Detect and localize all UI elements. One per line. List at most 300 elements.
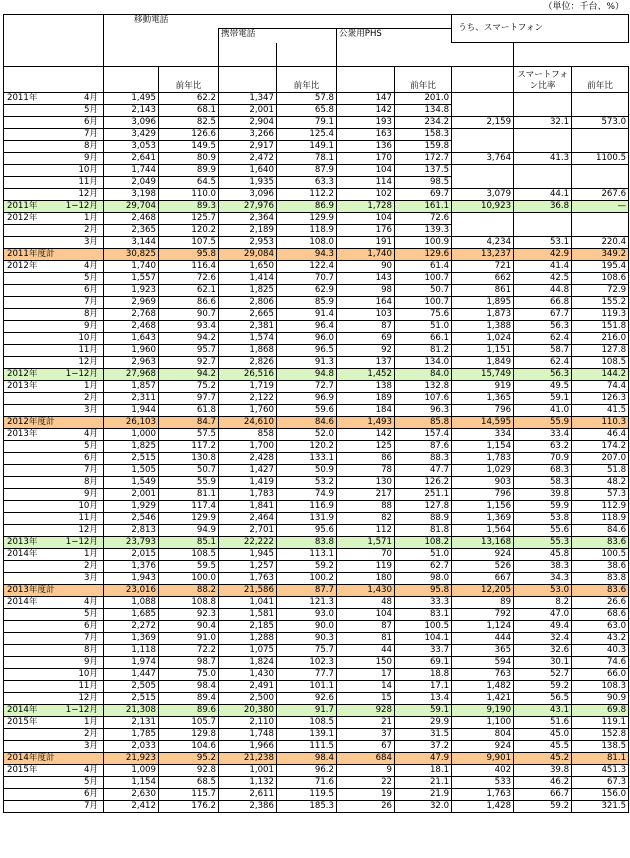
row-year: [4, 693, 56, 705]
cell-cell-units: 1,574: [219, 333, 277, 345]
cell-smart-units: 13,237: [452, 249, 514, 261]
cell-mobile-yoy: 81.1: [159, 489, 219, 501]
cell-mobile-units: 27,968: [104, 369, 159, 381]
cell-mobile-units: 2,641: [104, 153, 159, 165]
cell-smart-ratio: 59.2: [514, 801, 572, 813]
cell-smart-ratio: 53.1: [514, 237, 572, 249]
row-month: 11月: [56, 345, 104, 357]
cell-smart-yoy: [572, 213, 629, 225]
cell-phs-yoy: 21.1: [395, 777, 452, 789]
cell-smart-ratio: 36.8: [514, 201, 572, 213]
cell-mobile-yoy: 92.7: [159, 357, 219, 369]
row-year: [4, 321, 56, 333]
cell-cell-units: 2,122: [219, 393, 277, 405]
cell-smart-ratio: [514, 93, 572, 105]
cell-mobile-yoy: 100.0: [159, 573, 219, 585]
cell-mobile-yoy: 89.4: [159, 693, 219, 705]
cell-phs-yoy: 81.8: [395, 525, 452, 537]
cell-cell-yoy: 108.0: [277, 237, 337, 249]
cell-phs-units: 170: [337, 153, 395, 165]
cell-smart-yoy: 451.3: [572, 765, 629, 777]
row-year: [4, 681, 56, 693]
cell-cell-units: 858: [219, 429, 277, 441]
cell-smart-units: 763: [452, 669, 514, 681]
cell-phs-units: 9: [337, 765, 395, 777]
cell-phs-yoy: 87.6: [395, 441, 452, 453]
cell-smart-yoy: 43.2: [572, 633, 629, 645]
cell-smart-yoy: 119.3: [572, 309, 629, 321]
cell-mobile-units: 2,015: [104, 549, 159, 561]
cell-smart-units: 667: [452, 573, 514, 585]
row-month: 9月: [56, 321, 104, 333]
cell-cell-units: 2,189: [219, 225, 277, 237]
cell-smart-units: 1,124: [452, 621, 514, 633]
cell-cell-units: 2,386: [219, 801, 277, 813]
cell-mobile-units: 2,546: [104, 513, 159, 525]
cell-smart-ratio: 41.3: [514, 153, 572, 165]
table-row: [4, 117, 629, 129]
cell-mobile-yoy: 116.4: [159, 261, 219, 273]
cell-mobile-yoy: 62.2: [159, 93, 219, 105]
cell-mobile-units: 2,468: [104, 213, 159, 225]
cell-cell-units: 1,414: [219, 273, 277, 285]
cell-smart-ratio: 34.3: [514, 573, 572, 585]
cell-smart-yoy: 112.9: [572, 501, 629, 513]
cell-cell-yoy: 98.4: [277, 753, 337, 765]
cell-smart-yoy: 83.8: [572, 573, 629, 585]
cell-smart-ratio: 47.0: [514, 609, 572, 621]
row-year: [4, 453, 56, 465]
cell-cell-units: 2,381: [219, 321, 277, 333]
cell-mobile-yoy: 107.5: [159, 237, 219, 249]
cell-mobile-units: 2,001: [104, 489, 159, 501]
table-row: [4, 153, 629, 165]
row-month: 5月: [56, 609, 104, 621]
annual-total-row: [4, 369, 629, 381]
row-label: 2014年度計: [4, 753, 104, 765]
table-row: [4, 129, 629, 141]
cell-phs-units: 26: [337, 801, 395, 813]
cell-phs-yoy: 50.7: [395, 285, 452, 297]
cell-mobile-units: 3,053: [104, 141, 159, 153]
cell-cell-yoy: 90.3: [277, 633, 337, 645]
header-phs-spacer: [277, 43, 337, 67]
cell-cell-units: 1,001: [219, 765, 277, 777]
cell-phs-yoy: 104.1: [395, 633, 452, 645]
table-row: [4, 477, 629, 489]
cell-mobile-units: 2,033: [104, 741, 159, 753]
cell-smart-yoy: 66.0: [572, 669, 629, 681]
cell-phs-yoy: 59.1: [395, 705, 452, 717]
cell-mobile-yoy: 104.6: [159, 741, 219, 753]
row-year: [4, 225, 56, 237]
cell-cell-units: 2,611: [219, 789, 277, 801]
table-row: [4, 513, 629, 525]
cell-smart-units: 1,428: [452, 801, 514, 813]
cell-cell-units: 21,238: [219, 753, 277, 765]
cell-phs-yoy: 234.2: [395, 117, 452, 129]
cell-smart-ratio: 45.8: [514, 549, 572, 561]
cell-smart-yoy: 46.4: [572, 429, 629, 441]
cell-mobile-units: 1,369: [104, 633, 159, 645]
header-phs-units: [337, 67, 395, 93]
cell-mobile-units: 1,960: [104, 345, 159, 357]
cell-cell-units: 1,825: [219, 285, 277, 297]
row-year: [4, 561, 56, 573]
row-month: 1月: [56, 381, 104, 393]
cell-smart-units: 3,079: [452, 189, 514, 201]
cell-smart-ratio: [514, 213, 572, 225]
cell-phs-yoy: 159.8: [395, 141, 452, 153]
cell-mobile-units: 1,000: [104, 429, 159, 441]
cell-mobile-units: 1,740: [104, 261, 159, 273]
cell-smart-ratio: 32.4: [514, 633, 572, 645]
row-year: [4, 129, 56, 141]
cell-phs-units: 67: [337, 741, 395, 753]
cell-smart-yoy: 152.8: [572, 729, 629, 741]
cell-smart-units: 924: [452, 549, 514, 561]
cell-phs-units: 189: [337, 393, 395, 405]
cell-mobile-yoy: 98.7: [159, 657, 219, 669]
cell-cell-yoy: 59.6: [277, 405, 337, 417]
row-year: 2012年: [4, 213, 56, 225]
cell-mobile-units: 30,825: [104, 249, 159, 261]
row-year: [4, 297, 56, 309]
cell-smart-units: 1,369: [452, 513, 514, 525]
cell-smart-yoy: [572, 93, 629, 105]
cell-mobile-units: 1,447: [104, 669, 159, 681]
cell-phs-units: 86: [337, 453, 395, 465]
table-row: [4, 777, 629, 789]
cell-smart-units: 10,923: [452, 201, 514, 213]
cell-cell-units: 1,719: [219, 381, 277, 393]
row-month: 2月: [56, 393, 104, 405]
cell-cell-units: 1,841: [219, 501, 277, 513]
cell-phs-yoy: 69.1: [395, 657, 452, 669]
cell-phs-yoy: 95.8: [395, 585, 452, 597]
cell-smart-yoy: 69.8: [572, 705, 629, 717]
cell-mobile-units: 3,429: [104, 129, 159, 141]
cell-phs-units: 137: [337, 357, 395, 369]
cell-phs-units: 136: [337, 141, 395, 153]
cell-phs-yoy: 129.6: [395, 249, 452, 261]
table-row: [4, 93, 629, 105]
cell-phs-yoy: 83.1: [395, 609, 452, 621]
header-mobile-units: [104, 67, 159, 93]
row-month: 5月: [56, 441, 104, 453]
cell-smart-units: 1,763: [452, 789, 514, 801]
row-year: [4, 333, 56, 345]
row-year: [4, 237, 56, 249]
cell-mobile-yoy: 129.8: [159, 729, 219, 741]
cell-smart-yoy: 1100.5: [572, 153, 629, 165]
cell-phs-units: 104: [337, 609, 395, 621]
table-row: [4, 801, 629, 813]
cell-phs-yoy: 126.2: [395, 477, 452, 489]
cell-phs-units: 48: [337, 597, 395, 609]
cell-cell-units: 1,783: [219, 489, 277, 501]
cell-cell-yoy: 92.6: [277, 693, 337, 705]
cell-smart-ratio: 55.9: [514, 417, 572, 429]
cell-cell-yoy: 113.1: [277, 549, 337, 561]
header-smartphone: うち、スマートフォン: [452, 15, 629, 43]
unit-label: （単位：千台、%）: [543, 2, 624, 12]
row-month: 12月: [56, 357, 104, 369]
cell-mobile-units: 2,768: [104, 309, 159, 321]
cell-smart-units: 1,783: [452, 453, 514, 465]
row-month: 2月: [56, 729, 104, 741]
cell-mobile-units: 2,515: [104, 453, 159, 465]
cell-mobile-yoy: 55.9: [159, 477, 219, 489]
cell-phs-units: 92: [337, 345, 395, 357]
row-month: 1月: [56, 717, 104, 729]
cell-phs-yoy: 17.1: [395, 681, 452, 693]
cell-smart-units: 3,764: [452, 153, 514, 165]
cell-mobile-units: 23,793: [104, 537, 159, 549]
cell-smart-units: 4,234: [452, 237, 514, 249]
cell-smart-units: 1,895: [452, 297, 514, 309]
cell-mobile-yoy: 92.8: [159, 765, 219, 777]
cell-smart-ratio: 45.5: [514, 741, 572, 753]
cell-smart-ratio: 38.3: [514, 561, 572, 573]
row-label: 2012年度計: [4, 417, 104, 429]
cell-smart-units: 1,156: [452, 501, 514, 513]
cell-phs-yoy: 134.0: [395, 357, 452, 369]
cell-mobile-yoy: 50.7: [159, 465, 219, 477]
cell-smart-units: 1,849: [452, 357, 514, 369]
cell-mobile-yoy: 59.5: [159, 561, 219, 573]
row-month: 4月: [56, 597, 104, 609]
row-month: 5月: [56, 105, 104, 117]
cell-cell-units: 1,700: [219, 441, 277, 453]
cell-cell-yoy: 185.3: [277, 801, 337, 813]
cell-smart-ratio: 33.4: [514, 429, 572, 441]
cell-cell-yoy: 100.2: [277, 573, 337, 585]
cell-cell-yoy: 122.4: [277, 261, 337, 273]
cell-smart-units: 1,100: [452, 717, 514, 729]
cell-mobile-yoy: 108.8: [159, 597, 219, 609]
cell-smart-ratio: 43.1: [514, 705, 572, 717]
row-month: 1月: [56, 549, 104, 561]
cell-mobile-yoy: 117.4: [159, 501, 219, 513]
cell-phs-units: 176: [337, 225, 395, 237]
cell-mobile-yoy: 90.7: [159, 309, 219, 321]
cell-mobile-yoy: 94.2: [159, 369, 219, 381]
row-month: 1−12月: [56, 705, 104, 717]
cell-cell-units: 2,917: [219, 141, 277, 153]
cell-cell-units: 1,427: [219, 465, 277, 477]
cell-mobile-yoy: 126.6: [159, 129, 219, 141]
row-month: 1−12月: [56, 537, 104, 549]
cell-smart-ratio: 49.5: [514, 381, 572, 393]
cell-phs-units: 1,728: [337, 201, 395, 213]
cell-smart-ratio: 41.0: [514, 405, 572, 417]
cell-phs-units: 143: [337, 273, 395, 285]
cell-mobile-units: 3,144: [104, 237, 159, 249]
cell-phs-yoy: 37.2: [395, 741, 452, 753]
cell-mobile-units: 2,365: [104, 225, 159, 237]
cell-cell-units: 1,257: [219, 561, 277, 573]
cell-smart-ratio: 68.3: [514, 465, 572, 477]
row-month: 8月: [56, 645, 104, 657]
cell-phs-units: 102: [337, 189, 395, 201]
cell-smart-units: 1,029: [452, 465, 514, 477]
table-row: [4, 633, 629, 645]
row-year: 2015年: [4, 765, 56, 777]
cell-phs-yoy: 108.2: [395, 537, 452, 549]
row-year: 2014年: [4, 597, 56, 609]
cell-phs-units: 22: [337, 777, 395, 789]
cell-phs-units: 98: [337, 285, 395, 297]
cell-smart-ratio: [514, 165, 572, 177]
row-month: 1−12月: [56, 369, 104, 381]
cell-smart-yoy: 349.2: [572, 249, 629, 261]
cell-phs-yoy: 158.3: [395, 129, 452, 141]
cell-phs-yoy: 132.8: [395, 381, 452, 393]
cell-phs-yoy: 85.8: [395, 417, 452, 429]
row-month: 11月: [56, 681, 104, 693]
cell-phs-yoy: 69.7: [395, 189, 452, 201]
cell-smart-units: 721: [452, 261, 514, 273]
cell-smart-ratio: 42.5: [514, 273, 572, 285]
cell-smart-units: 924: [452, 741, 514, 753]
cell-cell-yoy: 50.9: [277, 465, 337, 477]
cell-cell-yoy: 111.5: [277, 741, 337, 753]
cell-phs-units: 163: [337, 129, 395, 141]
cell-cell-units: 21,586: [219, 585, 277, 597]
cell-cell-yoy: 78.1: [277, 153, 337, 165]
cell-mobile-units: 1,154: [104, 777, 159, 789]
row-year: [4, 117, 56, 129]
cell-mobile-units: 1,857: [104, 381, 159, 393]
cell-cell-units: 2,428: [219, 453, 277, 465]
cell-mobile-yoy: 68.5: [159, 777, 219, 789]
row-month: 12月: [56, 525, 104, 537]
fiscal-total-row: [4, 249, 629, 261]
cell-smart-units: [452, 165, 514, 177]
cell-smart-units: 14,595: [452, 417, 514, 429]
cell-phs-yoy: 157.4: [395, 429, 452, 441]
cell-smart-units: 9,901: [452, 753, 514, 765]
row-month: 4月: [56, 429, 104, 441]
cell-cell-units: 2,364: [219, 213, 277, 225]
cell-mobile-yoy: 68.1: [159, 105, 219, 117]
shipments-table: [3, 14, 629, 813]
cell-phs-units: 90: [337, 261, 395, 273]
cell-cell-units: 2,472: [219, 153, 277, 165]
header-mobile-yoy: 前年比: [159, 67, 219, 93]
cell-phs-yoy: 31.5: [395, 729, 452, 741]
cell-smart-yoy: 108.6: [572, 273, 629, 285]
cell-phs-yoy: 33.3: [395, 597, 452, 609]
cell-smart-units: 804: [452, 729, 514, 741]
cell-smart-ratio: 56.3: [514, 369, 572, 381]
cell-smart-yoy: 74.6: [572, 657, 629, 669]
table-row: [4, 213, 629, 225]
cell-cell-yoy: 53.2: [277, 477, 337, 489]
cell-smart-yoy: 57.3: [572, 489, 629, 501]
cell-smart-units: 861: [452, 285, 514, 297]
cell-phs-units: 217: [337, 489, 395, 501]
table-row: [4, 441, 629, 453]
row-month: 5月: [56, 273, 104, 285]
cell-mobile-yoy: 82.5: [159, 117, 219, 129]
header-mobile: 移動電話: [104, 15, 452, 29]
cell-phs-yoy: 47.7: [395, 465, 452, 477]
row-year: [4, 141, 56, 153]
header-cell-spacer: [219, 43, 277, 67]
table-row: [4, 309, 629, 321]
cell-mobile-units: 2,630: [104, 789, 159, 801]
cell-phs-units: 184: [337, 405, 395, 417]
cell-phs-yoy: 98.5: [395, 177, 452, 189]
cell-mobile-units: 2,272: [104, 621, 159, 633]
row-month: 10月: [56, 669, 104, 681]
cell-smart-ratio: 67.7: [514, 309, 572, 321]
cell-cell-yoy: 96.5: [277, 345, 337, 357]
cell-phs-units: 81: [337, 633, 395, 645]
cell-mobile-yoy: 95.2: [159, 753, 219, 765]
row-year: [4, 273, 56, 285]
cell-cell-units: 26,516: [219, 369, 277, 381]
cell-mobile-units: 3,096: [104, 117, 159, 129]
cell-mobile-units: 21,923: [104, 753, 159, 765]
table-row: [4, 717, 629, 729]
cell-smart-yoy: 83.6: [572, 585, 629, 597]
cell-phs-units: 119: [337, 561, 395, 573]
cell-smart-yoy: 83.6: [572, 537, 629, 549]
cell-mobile-yoy: 89.3: [159, 201, 219, 213]
row-month: 6月: [56, 285, 104, 297]
cell-cell-units: 2,806: [219, 297, 277, 309]
row-month: 3月: [56, 405, 104, 417]
table-row: [4, 357, 629, 369]
cell-phs-units: 142: [337, 429, 395, 441]
cell-cell-units: 3,266: [219, 129, 277, 141]
cell-smart-units: 9,190: [452, 705, 514, 717]
cell-smart-yoy: [572, 165, 629, 177]
cell-smart-yoy: 90.9: [572, 693, 629, 705]
cell-phs-yoy: 72.6: [395, 213, 452, 225]
cell-mobile-units: 1,929: [104, 501, 159, 513]
row-month: 12月: [56, 189, 104, 201]
cell-mobile-yoy: 105.7: [159, 717, 219, 729]
cell-smart-units: 1,365: [452, 393, 514, 405]
cell-mobile-yoy: 88.2: [159, 585, 219, 597]
cell-smart-ratio: 63.2: [514, 441, 572, 453]
cell-smart-units: 594: [452, 657, 514, 669]
header-cell-yoy: 前年比: [277, 67, 337, 93]
row-label: 2013年度計: [4, 585, 104, 597]
cell-cell-units: 27,976: [219, 201, 277, 213]
cell-phs-yoy: 98.0: [395, 573, 452, 585]
cell-cell-units: 2,904: [219, 117, 277, 129]
cell-cell-units: 2,665: [219, 309, 277, 321]
cell-mobile-units: 2,963: [104, 357, 159, 369]
cell-smart-units: [452, 105, 514, 117]
cell-smart-ratio: 59.2: [514, 681, 572, 693]
cell-cell-yoy: 91.7: [277, 705, 337, 717]
table-row: [4, 741, 629, 753]
cell-cell-units: 24,610: [219, 417, 277, 429]
table-row: [4, 729, 629, 741]
cell-smart-units: 444: [452, 633, 514, 645]
cell-mobile-units: 2,468: [104, 321, 159, 333]
cell-phs-units: 82: [337, 513, 395, 525]
row-year: [4, 153, 56, 165]
cell-phs-yoy: 18.8: [395, 669, 452, 681]
table-row: [4, 609, 629, 621]
